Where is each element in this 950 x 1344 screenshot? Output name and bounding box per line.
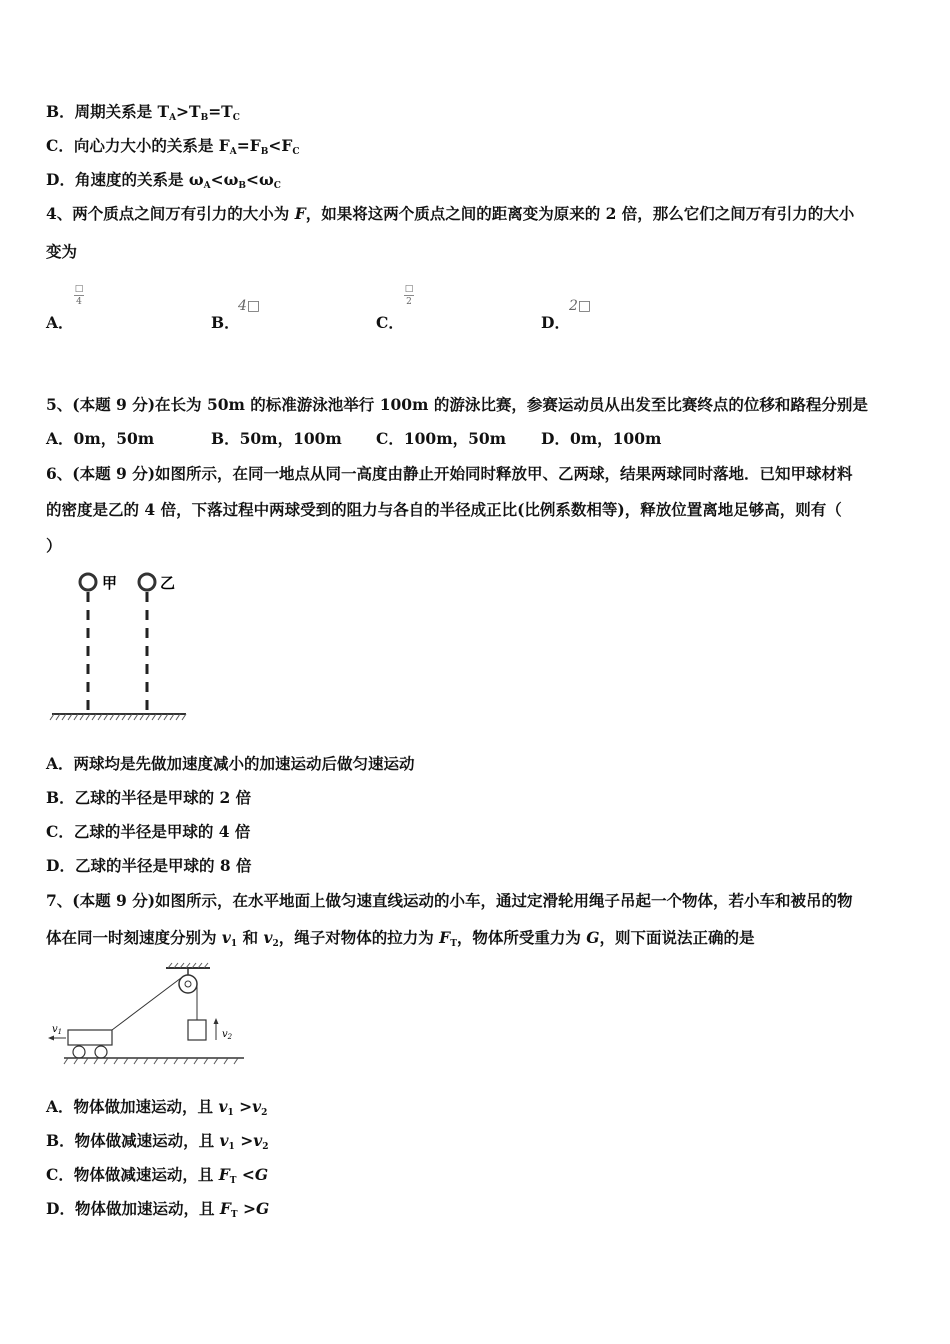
q6-option-c: C．乙球的半径是甲球的 4 倍 [46, 822, 251, 841]
v2-arrowhead [214, 1018, 219, 1024]
q6-option-a: A．两球均是先做加速度减小的加速运动后做匀速运动 [46, 754, 415, 773]
ball-jia [80, 574, 96, 590]
q6-option-d: D．乙球的半径是甲球的 8 倍 [46, 856, 252, 875]
q6-stem-line2: 的密度是乙的 4 倍，下落过程中两球受到的阻力与各自的半径成正比(比例系数相等)，释放位置离地足够高，则有（ [46, 500, 842, 519]
q3-option-d: D．角速度的关系是 $\omega_A<\omega_B<\omega_C$ [46, 170, 281, 191]
cart-wheel-left [73, 1046, 85, 1058]
v2-label: $v_2$ [222, 1029, 233, 1041]
q4-option-a: A． [46, 313, 74, 332]
q7-stem-line1: 7、(本题 9 分)如图所示，在水平地面上做匀速直线运动的小车，通过定滑轮用绳子吊起一个物体，若小车和被吊的物 [46, 891, 853, 910]
q7-option-d: D．物体做加速运动，且 $F_T >G$ [46, 1199, 270, 1220]
hanging-block [188, 1020, 206, 1040]
q7-option-a: A．物体做加速运动，且 $v_1 >v_2$ [46, 1097, 268, 1118]
q7-ground-hatch [64, 1058, 238, 1064]
q5-stem: 5、(本题 9 分)在长为 50m 的标准游泳池举行 100m 的游泳比赛，参赛运动员从出发至比赛终点的位移和路程分别是 [46, 395, 868, 414]
ball-yi [139, 574, 155, 590]
q6-stem-line3: ） [46, 536, 62, 555]
q6-option-b: B．乙球的半径是甲球的 2 倍 [46, 788, 252, 807]
q3-option-c: C．向心力大小的关系是 $F_A=F_B<F_C$ [46, 136, 300, 157]
rope-to-cart [112, 978, 181, 1030]
ball-yi-label: 乙 [160, 574, 176, 592]
cart-body [68, 1030, 112, 1045]
q4-option-c-fraction: □ 2 [404, 284, 414, 307]
q6-figure [44, 566, 194, 726]
q4-option-d: D． [541, 313, 570, 332]
q5-option-c: C．100m，50m [376, 429, 507, 448]
v1-label: $v_1$ [52, 1024, 63, 1036]
q4-stem-cont: 变为 [46, 242, 78, 261]
ball-jia-label: 甲 [102, 574, 118, 592]
q4-option-b-expr: 4□ [238, 298, 261, 314]
q5-option-d: D．0m，100m [541, 429, 662, 448]
q7-stem-line2: 体在同一时刻速度分别为 $v_1$ 和 $v_2$，绳子对物体的拉力为 $F_T$，物体所受重力为 G，则下面说法正确的是 [46, 928, 755, 949]
q7-figure [44, 960, 254, 1070]
q4-option-d-expr: 2□ [569, 298, 592, 314]
q5-option-a: A．0m，50m [46, 429, 155, 448]
q4-stem: 4、两个质点之间万有引力的大小为 F，如果将这两个质点之间的距离变为原来的 2 倍，那么它们之间万有引力的大小 [46, 204, 855, 223]
v1-arrowhead [48, 1036, 54, 1041]
q4-option-b: B． [211, 313, 240, 332]
pulley-axle [185, 981, 191, 987]
q3-option-b: B．周期关系是 $T_A>T_B=T_C$ [46, 102, 240, 123]
cart-wheel-right [95, 1046, 107, 1058]
q7-option-c: C．物体做减速运动，且 $F_T <G$ [46, 1165, 269, 1186]
q6-stem-line1: 6、(本题 9 分)如图所示，在同一地点从同一高度由静止开始同时释放甲、乙两球，结果两球同时落地．已知甲球材料 [46, 464, 853, 483]
q7-option-b: B．物体做减速运动，且 $v_1 >v_2$ [46, 1131, 269, 1152]
q5-option-b: B．50m，100m [211, 429, 342, 448]
q4-option-c: C． [376, 313, 404, 332]
q4-option-a-fraction: □ 4 [74, 284, 84, 307]
